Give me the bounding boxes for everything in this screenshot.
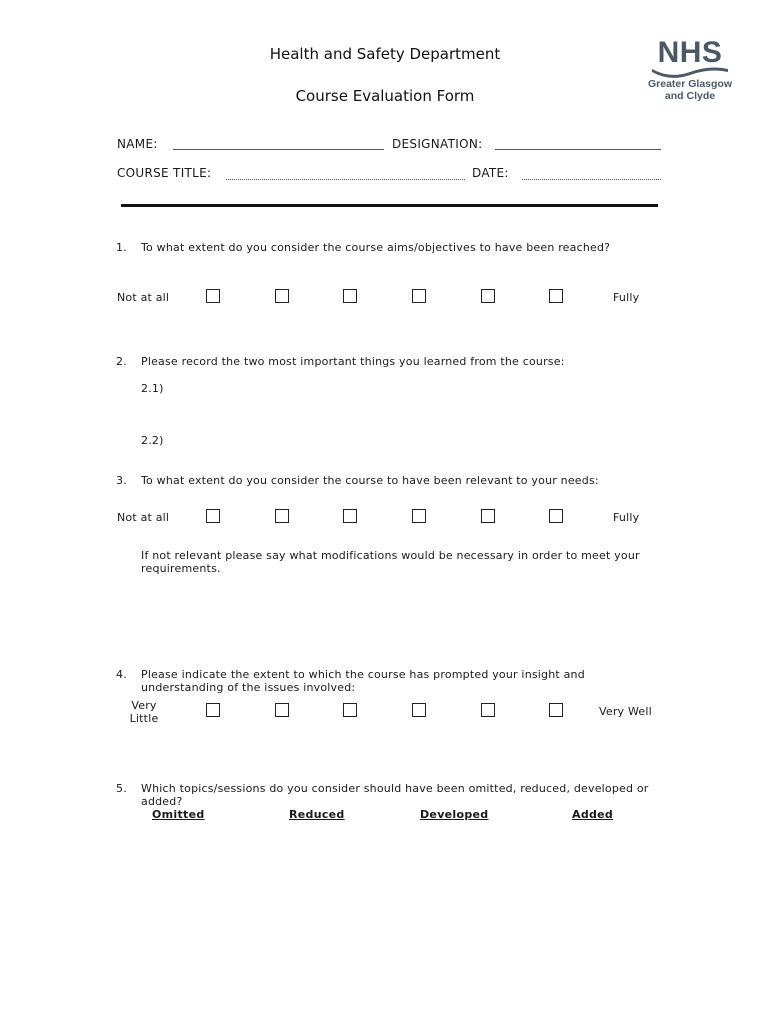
nhs-logo <box>640 38 740 102</box>
q4-number: 4. <box>116 668 127 681</box>
course-title-label: COURSE TITLE: <box>117 166 212 180</box>
q5-column-reduced: Reduced <box>289 808 345 821</box>
q5-number: 5. <box>116 782 127 795</box>
q4-checkbox-3[interactable] <box>343 703 357 717</box>
q5-column-omitted: Omitted <box>152 808 205 821</box>
q1-scale-high: Fully <box>613 291 640 304</box>
q5-column-added: Added <box>572 808 614 821</box>
q4-scale-low-line1: Very <box>131 699 157 712</box>
q5-text-line1: Which topics/sessions do you consider should have been omitted, reduced, developed or <box>141 782 649 795</box>
q2-text: Please record the two most important things you learned from the course: <box>141 355 565 368</box>
q1-checkbox-3[interactable] <box>343 289 357 303</box>
q3-checkbox-4[interactable] <box>412 509 426 523</box>
nhs-logo-line2: and Clyde <box>664 90 716 102</box>
q5-text-line2: added? <box>141 795 183 808</box>
q3-checkbox-3[interactable] <box>343 509 357 523</box>
name-label: NAME: <box>117 137 158 151</box>
q3-followup-line2: requirements. <box>141 562 221 575</box>
q4-scale-high: Very Well <box>599 705 652 718</box>
q1-checkbox-2[interactable] <box>275 289 289 303</box>
nhs-logo-text: NHS <box>657 36 723 69</box>
section-divider <box>121 204 658 207</box>
q1-checkbox-4[interactable] <box>412 289 426 303</box>
q4-checkbox-2[interactable] <box>275 703 289 717</box>
name-field[interactable] <box>173 149 384 150</box>
q5-column-developed: Developed <box>420 808 489 821</box>
date-field[interactable] <box>522 179 661 180</box>
q3-number: 3. <box>116 474 127 487</box>
form-title: Course Evaluation Form <box>295 87 475 105</box>
q3-checkbox-1[interactable] <box>206 509 220 523</box>
q1-text: To what extent do you consider the course aims/objectives to have been reached? <box>141 241 611 254</box>
nhs-logo-line1: Greater Glasgow <box>647 78 733 90</box>
q4-checkbox-6[interactable] <box>549 703 563 717</box>
q3-scale-low: Not at all <box>117 511 170 524</box>
course-title-field[interactable] <box>226 179 465 180</box>
q4-scale-low <box>124 699 164 725</box>
q2-number: 2. <box>116 355 127 368</box>
q1-scale-low: Not at all <box>117 291 170 304</box>
department-title: Health and Safety Department <box>269 45 501 63</box>
q4-scale-low-line2: Little <box>129 712 159 725</box>
q1-checkbox-5[interactable] <box>481 289 495 303</box>
designation-field[interactable] <box>495 149 661 150</box>
q1-checkbox-1[interactable] <box>206 289 220 303</box>
q1-number: 1. <box>116 241 127 254</box>
q4-text-line1: Please indicate the extent to which the course has prompted your insight and <box>141 668 585 681</box>
q3-checkbox-6[interactable] <box>549 509 563 523</box>
q3-checkbox-5[interactable] <box>481 509 495 523</box>
q4-checkbox-4[interactable] <box>412 703 426 717</box>
q3-text: To what extent do you consider the course to have been relevant to your needs: <box>141 474 599 487</box>
q3-checkbox-2[interactable] <box>275 509 289 523</box>
q3-scale-high: Fully <box>613 511 640 524</box>
q4-checkbox-5[interactable] <box>481 703 495 717</box>
q2-item-1: 2.1) <box>141 382 164 395</box>
q3-followup-line1: If not relevant please say what modifications would be necessary in order to meet your <box>141 549 640 562</box>
designation-label: DESIGNATION: <box>392 137 483 151</box>
q2-item-2: 2.2) <box>141 434 164 447</box>
date-label: DATE: <box>472 166 509 180</box>
q4-checkbox-1[interactable] <box>206 703 220 717</box>
q4-text-line2: understanding of the issues involved: <box>141 681 356 694</box>
q1-checkbox-6[interactable] <box>549 289 563 303</box>
